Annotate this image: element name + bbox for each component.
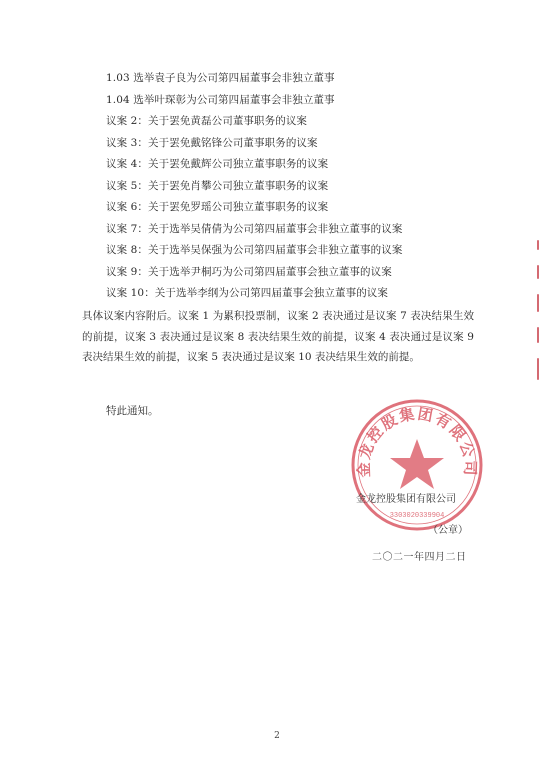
seal-label: （公章） [428, 525, 468, 536]
agenda-item-list [106, 68, 402, 305]
page-number: 2 [274, 731, 280, 741]
agenda-item: 议案 9：关于选举尹桐巧为公司第四届董事会独立董事的议案 [106, 265, 392, 278]
margin-seal-mark [532, 240, 544, 380]
agenda-item: 1.04 选举叶琛彰为公司第四届董事会非独立董事 [106, 93, 335, 106]
seal-ring-text: 金龙控股集团有限公司 [355, 405, 479, 478]
seal-star-icon [390, 439, 444, 489]
agenda-item: 议案 7：关于选举吴倩倩为公司第四届董事会非独立董事的议案 [106, 222, 403, 235]
agenda-item: 议案 2：关于罢免黄磊公司董事职务的议案 [106, 115, 308, 127]
seal-number: 3303020339904 [389, 512, 445, 520]
agenda-item: 议案 10：关于选举李纲为公司第四届董事会独立董事的议案 [106, 287, 388, 299]
agenda-item: 议案 4：关于罢免戴辉公司独立董事职务的议案 [106, 158, 329, 170]
company-seal [347, 395, 487, 535]
agenda-item: 议案 5：关于罢免肖攀公司独立董事职务的议案 [106, 179, 329, 192]
agenda-item: 议案 6：关于罢免罗瑶公司独立董事职务的议案 [106, 201, 329, 213]
agenda-item: 议案 8：关于选举吴保强为公司第四届董事会非独立董事的议案 [106, 244, 403, 256]
body-paragraph: 具体议案内容附后。议案 1 为累积投票制，议案 2 表决通过是议案 7 表决结果生效的前提，议案 3 表决通过是议案 8 表决结果生效的前提，议案 4 表决通过是议案 9 表决结果生效的前提，议案 5 表决通过是议案 10 表决结果生效的前提。 [82, 310, 474, 363]
agenda-item: 1.03 选举袁子良为公司第四届董事会非独立董事 [106, 72, 335, 84]
company-name: 金龙控股集团有限公司 [356, 494, 456, 505]
document-date: 二〇二一年四月二日 [372, 552, 467, 563]
closing-line: 特此通知。 [106, 405, 159, 417]
agenda-item: 议案 3：关于罢免戴铭锋公司董事职务的议案 [106, 136, 318, 149]
